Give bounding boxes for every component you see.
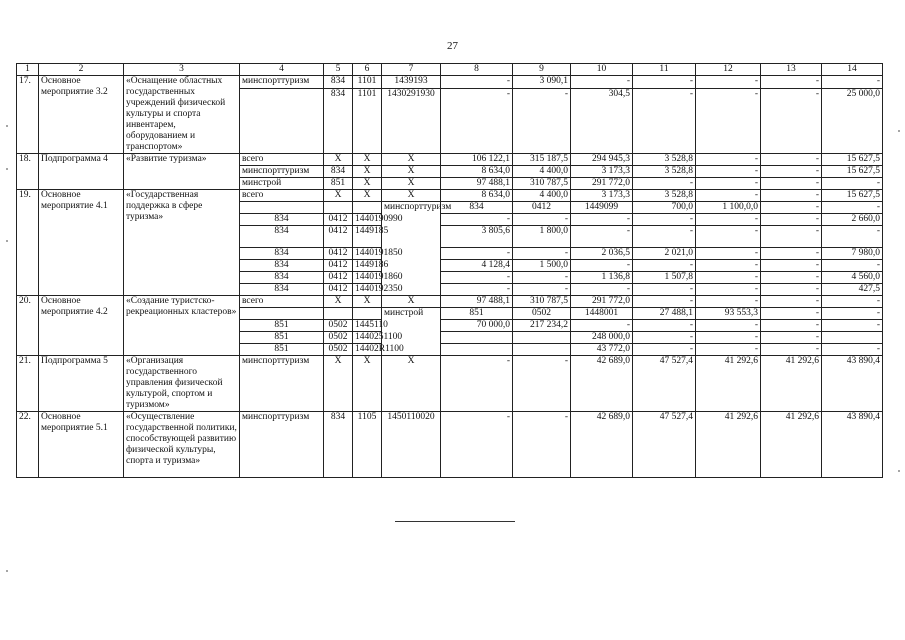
table-cell: 17.: [17, 76, 39, 154]
table-cell: 291 772,0: [571, 296, 633, 308]
table-cell: -: [633, 89, 696, 154]
table-cell: -: [696, 332, 761, 344]
table-cell: -: [441, 412, 513, 478]
table-cell: 1 136,8: [571, 272, 633, 284]
table-cell: «Осуществление государственной политики, способствующей развитию физической культуры, спорта и туризма»: [124, 412, 240, 478]
table-cell: -: [761, 154, 822, 166]
table-cell: -: [513, 214, 571, 226]
table-cell: 15 627,5: [822, 154, 883, 166]
scan-speck: [6, 125, 8, 127]
table-cell: 3 805,6: [441, 226, 513, 248]
table-cell: 304,5: [571, 89, 633, 154]
table-cell: [240, 89, 324, 154]
table-cell: 18.: [17, 154, 39, 190]
table-cell: -: [822, 226, 883, 248]
table-cell: 1450110020: [382, 412, 441, 478]
table-cell: -: [633, 296, 696, 308]
table-cell: -: [571, 320, 633, 332]
table-cell: всего: [240, 190, 324, 202]
table-cell: -: [571, 260, 633, 272]
table-cell: -: [571, 214, 633, 226]
table-cell: -: [633, 178, 696, 190]
table-cell: «Оснащение областных государственных учреждений физической культуры и спорта инвентарем, оборудованием и транспортом»: [124, 76, 240, 154]
table-cell: 4 400,0: [513, 190, 571, 202]
table-cell: -: [571, 284, 633, 296]
budget-table: [16, 63, 883, 478]
table-cell: -: [761, 320, 822, 332]
table-cell: 1440191850: [353, 248, 382, 260]
table-cell: X: [382, 296, 441, 308]
table-cell: 0412: [324, 284, 353, 296]
table-cell: 106 122,1: [441, 154, 513, 166]
table-cell: X: [353, 178, 382, 190]
table-cell: -: [696, 284, 761, 296]
table-cell: 248 000,0: [571, 332, 633, 344]
table-cell: минспорттуризм: [382, 202, 441, 296]
page-number: 27: [447, 40, 458, 52]
table-cell: 1439193: [382, 76, 441, 89]
table-cell: 70 000,0: [441, 320, 513, 332]
footer-rule: [395, 521, 515, 522]
table-cell: -: [513, 89, 571, 154]
table-cell: X: [324, 296, 353, 308]
table-cell: [324, 202, 353, 214]
table-cell: [324, 308, 353, 320]
table-cell: -: [441, 214, 513, 226]
table-cell: 834: [324, 76, 353, 89]
column-number-row: [17, 64, 883, 76]
table-cell: -: [761, 332, 822, 344]
table-cell: 1445110: [353, 320, 382, 332]
table-cell: 834: [240, 226, 324, 248]
table-cell: -: [761, 190, 822, 202]
table-cell: -: [633, 332, 696, 344]
table-cell: Подпрограмма 4: [39, 154, 124, 190]
table-cell: 8 634,0: [441, 166, 513, 178]
table-cell: 834: [240, 248, 324, 260]
table-cell: 217 234,2: [513, 320, 571, 332]
scan-speck: [898, 130, 900, 132]
table-row: [17, 76, 883, 89]
table-cell: 7 980,0: [822, 248, 883, 260]
table-cell: Основное мероприятие 4.1: [39, 190, 124, 296]
table-cell: -: [696, 344, 761, 356]
table-cell: 834: [441, 202, 513, 214]
table-cell: -: [633, 260, 696, 272]
table-cell: 47 527,4: [633, 412, 696, 478]
table-cell: 4 400,0: [513, 166, 571, 178]
column-header: 13: [761, 64, 822, 76]
table-cell: [240, 202, 324, 214]
table-cell: 41 292,6: [696, 412, 761, 478]
table-cell: 1440251100: [353, 332, 382, 344]
table-cell: 315 187,5: [513, 154, 571, 166]
table-cell: 834: [324, 412, 353, 478]
table-cell: 97 488,1: [441, 296, 513, 308]
table-cell: 851: [240, 320, 324, 332]
table-cell: -: [633, 214, 696, 226]
table-cell: 427,5: [822, 284, 883, 296]
table-cell: 1 800,0: [513, 226, 571, 248]
table-cell: -: [513, 356, 571, 412]
table-cell: 291 772,0: [571, 178, 633, 190]
table-cell: 41 292,6: [761, 412, 822, 478]
table-cell: 4 560,0: [822, 272, 883, 284]
table-cell: 1101: [353, 76, 382, 89]
table-row: [17, 412, 883, 478]
table-cell: -: [761, 226, 822, 248]
table-cell: 4 128,4: [441, 260, 513, 272]
table-cell: 15 627,5: [822, 190, 883, 202]
table-cell: 0412: [513, 202, 571, 214]
table-cell: 294 945,3: [571, 154, 633, 166]
scan-speck: [6, 168, 8, 170]
table-cell: X: [324, 356, 353, 412]
column-header: 12: [696, 64, 761, 76]
table-cell: минстрой: [382, 308, 441, 356]
table-cell: 0412: [324, 272, 353, 284]
table-cell: [240, 308, 324, 320]
table-cell: 851: [240, 332, 324, 344]
table-cell: 27 488,1: [633, 308, 696, 320]
table-cell: 43 890,4: [822, 412, 883, 478]
table-cell: 93 553,3: [696, 308, 761, 320]
table-cell: -: [761, 89, 822, 154]
table-cell: -: [441, 284, 513, 296]
table-cell: 21.: [17, 356, 39, 412]
table-cell: [441, 344, 513, 356]
table-cell: -: [441, 356, 513, 412]
table-cell: -: [696, 320, 761, 332]
table-cell: 1449099: [571, 202, 633, 214]
table-cell: 3 173,3: [571, 190, 633, 202]
table-cell: 1 500,0: [513, 260, 571, 272]
table-cell: 42 689,0: [571, 412, 633, 478]
table-cell: 0502: [324, 344, 353, 356]
table-cell: 0412: [324, 214, 353, 226]
table-cell: 834: [324, 166, 353, 178]
table-cell: [353, 202, 382, 214]
table-cell: X: [353, 296, 382, 308]
table-cell: -: [633, 284, 696, 296]
column-header: 10: [571, 64, 633, 76]
table-cell: -: [441, 89, 513, 154]
table-cell: -: [761, 76, 822, 89]
table-cell: 42 689,0: [571, 356, 633, 412]
table-cell: 0412: [324, 248, 353, 260]
table-cell: «Создание туристско-рекреационных кластеров»: [124, 296, 240, 356]
table-row: [17, 356, 883, 412]
table-cell: -: [761, 178, 822, 190]
table-cell: 14402R1100: [353, 344, 382, 356]
table-cell: 15 627,5: [822, 166, 883, 178]
table-cell: 0502: [513, 308, 571, 320]
table-cell: -: [696, 178, 761, 190]
table-cell: X: [382, 178, 441, 190]
table-cell: 43 772,0: [571, 344, 633, 356]
table-cell: X: [353, 154, 382, 166]
table-cell: 0502: [324, 320, 353, 332]
table-row: [17, 154, 883, 166]
table-cell: 1440190990: [353, 214, 382, 226]
table-cell: -: [513, 272, 571, 284]
column-header: 4: [240, 64, 324, 76]
table-cell: -: [696, 260, 761, 272]
table-cell: 851: [324, 178, 353, 190]
table-cell: -: [761, 260, 822, 272]
table-cell: 25 000,0: [822, 89, 883, 154]
table-cell: -: [822, 296, 883, 308]
table-cell: -: [761, 272, 822, 284]
table-cell: 1 507,8: [633, 272, 696, 284]
scan-speck: [6, 240, 8, 242]
column-header: 14: [822, 64, 883, 76]
table-cell: -: [761, 214, 822, 226]
table-cell: «Государственная поддержка в сфере туризма»: [124, 190, 240, 296]
column-header: 8: [441, 64, 513, 76]
table-cell: -: [761, 344, 822, 356]
scan-speck: [898, 470, 900, 472]
table-cell: -: [696, 296, 761, 308]
table-cell: X: [324, 154, 353, 166]
table-cell: минспорттуризм: [240, 76, 324, 89]
table-cell: -: [633, 320, 696, 332]
column-header: 11: [633, 64, 696, 76]
table-cell: -: [761, 296, 822, 308]
table-cell: -: [822, 320, 883, 332]
table-cell: [353, 308, 382, 320]
column-header: 3: [124, 64, 240, 76]
table-cell: 2 036,5: [571, 248, 633, 260]
table-cell: [441, 332, 513, 344]
table-cell: [822, 332, 883, 344]
table-cell: 3 090,1: [513, 76, 571, 89]
table-cell: 2 660,0: [822, 214, 883, 226]
table-cell: 3 528,8: [633, 190, 696, 202]
table-cell: 1448001: [571, 308, 633, 320]
table-cell: 1430291930: [382, 89, 441, 154]
table-cell: минспорттуризм: [240, 356, 324, 412]
table-cell: Подпрограмма 5: [39, 356, 124, 412]
table-cell: -: [633, 76, 696, 89]
table-cell: 0412: [324, 226, 353, 248]
table-cell: 1105: [353, 412, 382, 478]
table-cell: 22.: [17, 412, 39, 478]
table-cell: -: [696, 190, 761, 202]
table-cell: X: [353, 166, 382, 178]
table-cell: X: [382, 190, 441, 202]
table-cell: -: [761, 202, 822, 214]
table-cell: 310 787,5: [513, 178, 571, 190]
table-cell: Основное мероприятие 5.1: [39, 412, 124, 478]
table-cell: 1440192350: [353, 284, 382, 296]
column-header: 6: [353, 64, 382, 76]
table-cell: [513, 344, 571, 356]
table-cell: -: [696, 166, 761, 178]
table-cell: -: [822, 178, 883, 190]
table-cell: -: [571, 76, 633, 89]
table-cell: 41 292,6: [696, 356, 761, 412]
table-cell: -: [513, 248, 571, 260]
column-header: 7: [382, 64, 441, 76]
table-cell: -: [696, 248, 761, 260]
table-cell: X: [353, 356, 382, 412]
table-cell: X: [382, 154, 441, 166]
table-cell: Основное мероприятие 4.2: [39, 296, 124, 356]
table-cell: -: [761, 248, 822, 260]
table-row: [17, 190, 883, 202]
table-cell: -: [633, 344, 696, 356]
table-cell: -: [441, 248, 513, 260]
table-cell: -: [822, 308, 883, 320]
table-cell: -: [696, 154, 761, 166]
table-cell: -: [513, 284, 571, 296]
table-cell: 1101: [353, 89, 382, 154]
table-cell: 0502: [324, 332, 353, 344]
table-cell: -: [696, 226, 761, 248]
table-cell: -: [696, 272, 761, 284]
table-cell: 8 634,0: [441, 190, 513, 202]
table-cell: -: [822, 260, 883, 272]
table-cell: 41 292,6: [761, 356, 822, 412]
table-cell: минспорттуризм: [240, 412, 324, 478]
column-header: 2: [39, 64, 124, 76]
table-cell: «Организация государственного управления физической культурой, спортом и туризмом»: [124, 356, 240, 412]
table-cell: 19.: [17, 190, 39, 296]
table-cell: -: [761, 166, 822, 178]
table-cell: всего: [240, 154, 324, 166]
table-cell: 3 173,3: [571, 166, 633, 178]
table-cell: 700,0: [633, 202, 696, 214]
table-cell: -: [441, 76, 513, 89]
table-cell: 851: [240, 344, 324, 356]
column-header: 5: [324, 64, 353, 76]
table-cell: Основное мероприятие 3.2: [39, 76, 124, 154]
table-cell: 834: [324, 89, 353, 154]
table-cell: 2 021,0: [633, 248, 696, 260]
table-cell: 851: [441, 308, 513, 320]
table-cell: 1440191860: [353, 272, 382, 284]
table-cell: 834: [240, 284, 324, 296]
table-cell: 1 100,0,0: [696, 202, 761, 214]
table-cell: [513, 332, 571, 344]
table-cell: 310 787,5: [513, 296, 571, 308]
table-cell: 3 528,8: [633, 166, 696, 178]
table-cell: X: [382, 166, 441, 178]
table-cell: -: [571, 226, 633, 248]
table-cell: 834: [240, 272, 324, 284]
table-cell: -: [696, 89, 761, 154]
table-cell: X: [324, 190, 353, 202]
column-header: 9: [513, 64, 571, 76]
table-cell: -: [761, 308, 822, 320]
table-cell: -: [822, 76, 883, 89]
table-cell: 20.: [17, 296, 39, 356]
table-cell: -: [633, 226, 696, 248]
table-cell: 0412: [324, 260, 353, 272]
column-header: 1: [17, 64, 39, 76]
table-cell: -: [696, 76, 761, 89]
table-cell: -: [822, 202, 883, 214]
table-cell: -: [441, 272, 513, 284]
table-cell: -: [696, 214, 761, 226]
table-cell: 1449185: [353, 226, 382, 248]
table-cell: 834: [240, 214, 324, 226]
table-cell: 1449186: [353, 260, 382, 272]
table-cell: 43 890,4: [822, 356, 883, 412]
table-cell: минспорттуризм: [240, 166, 324, 178]
table-cell: 834: [240, 260, 324, 272]
table-cell: -: [761, 284, 822, 296]
table-cell: 47 527,4: [633, 356, 696, 412]
table-cell: 3 528,8: [633, 154, 696, 166]
table-cell: X: [353, 190, 382, 202]
table-cell: 97 488,1: [441, 178, 513, 190]
table-cell: -: [822, 344, 883, 356]
scan-speck: [6, 570, 8, 572]
table-cell: X: [382, 356, 441, 412]
table-cell: всего: [240, 296, 324, 308]
table-cell: -: [513, 412, 571, 478]
table-row: [17, 296, 883, 308]
table-cell: «Развитие туризма»: [124, 154, 240, 190]
table-cell: минстрой: [240, 178, 324, 190]
